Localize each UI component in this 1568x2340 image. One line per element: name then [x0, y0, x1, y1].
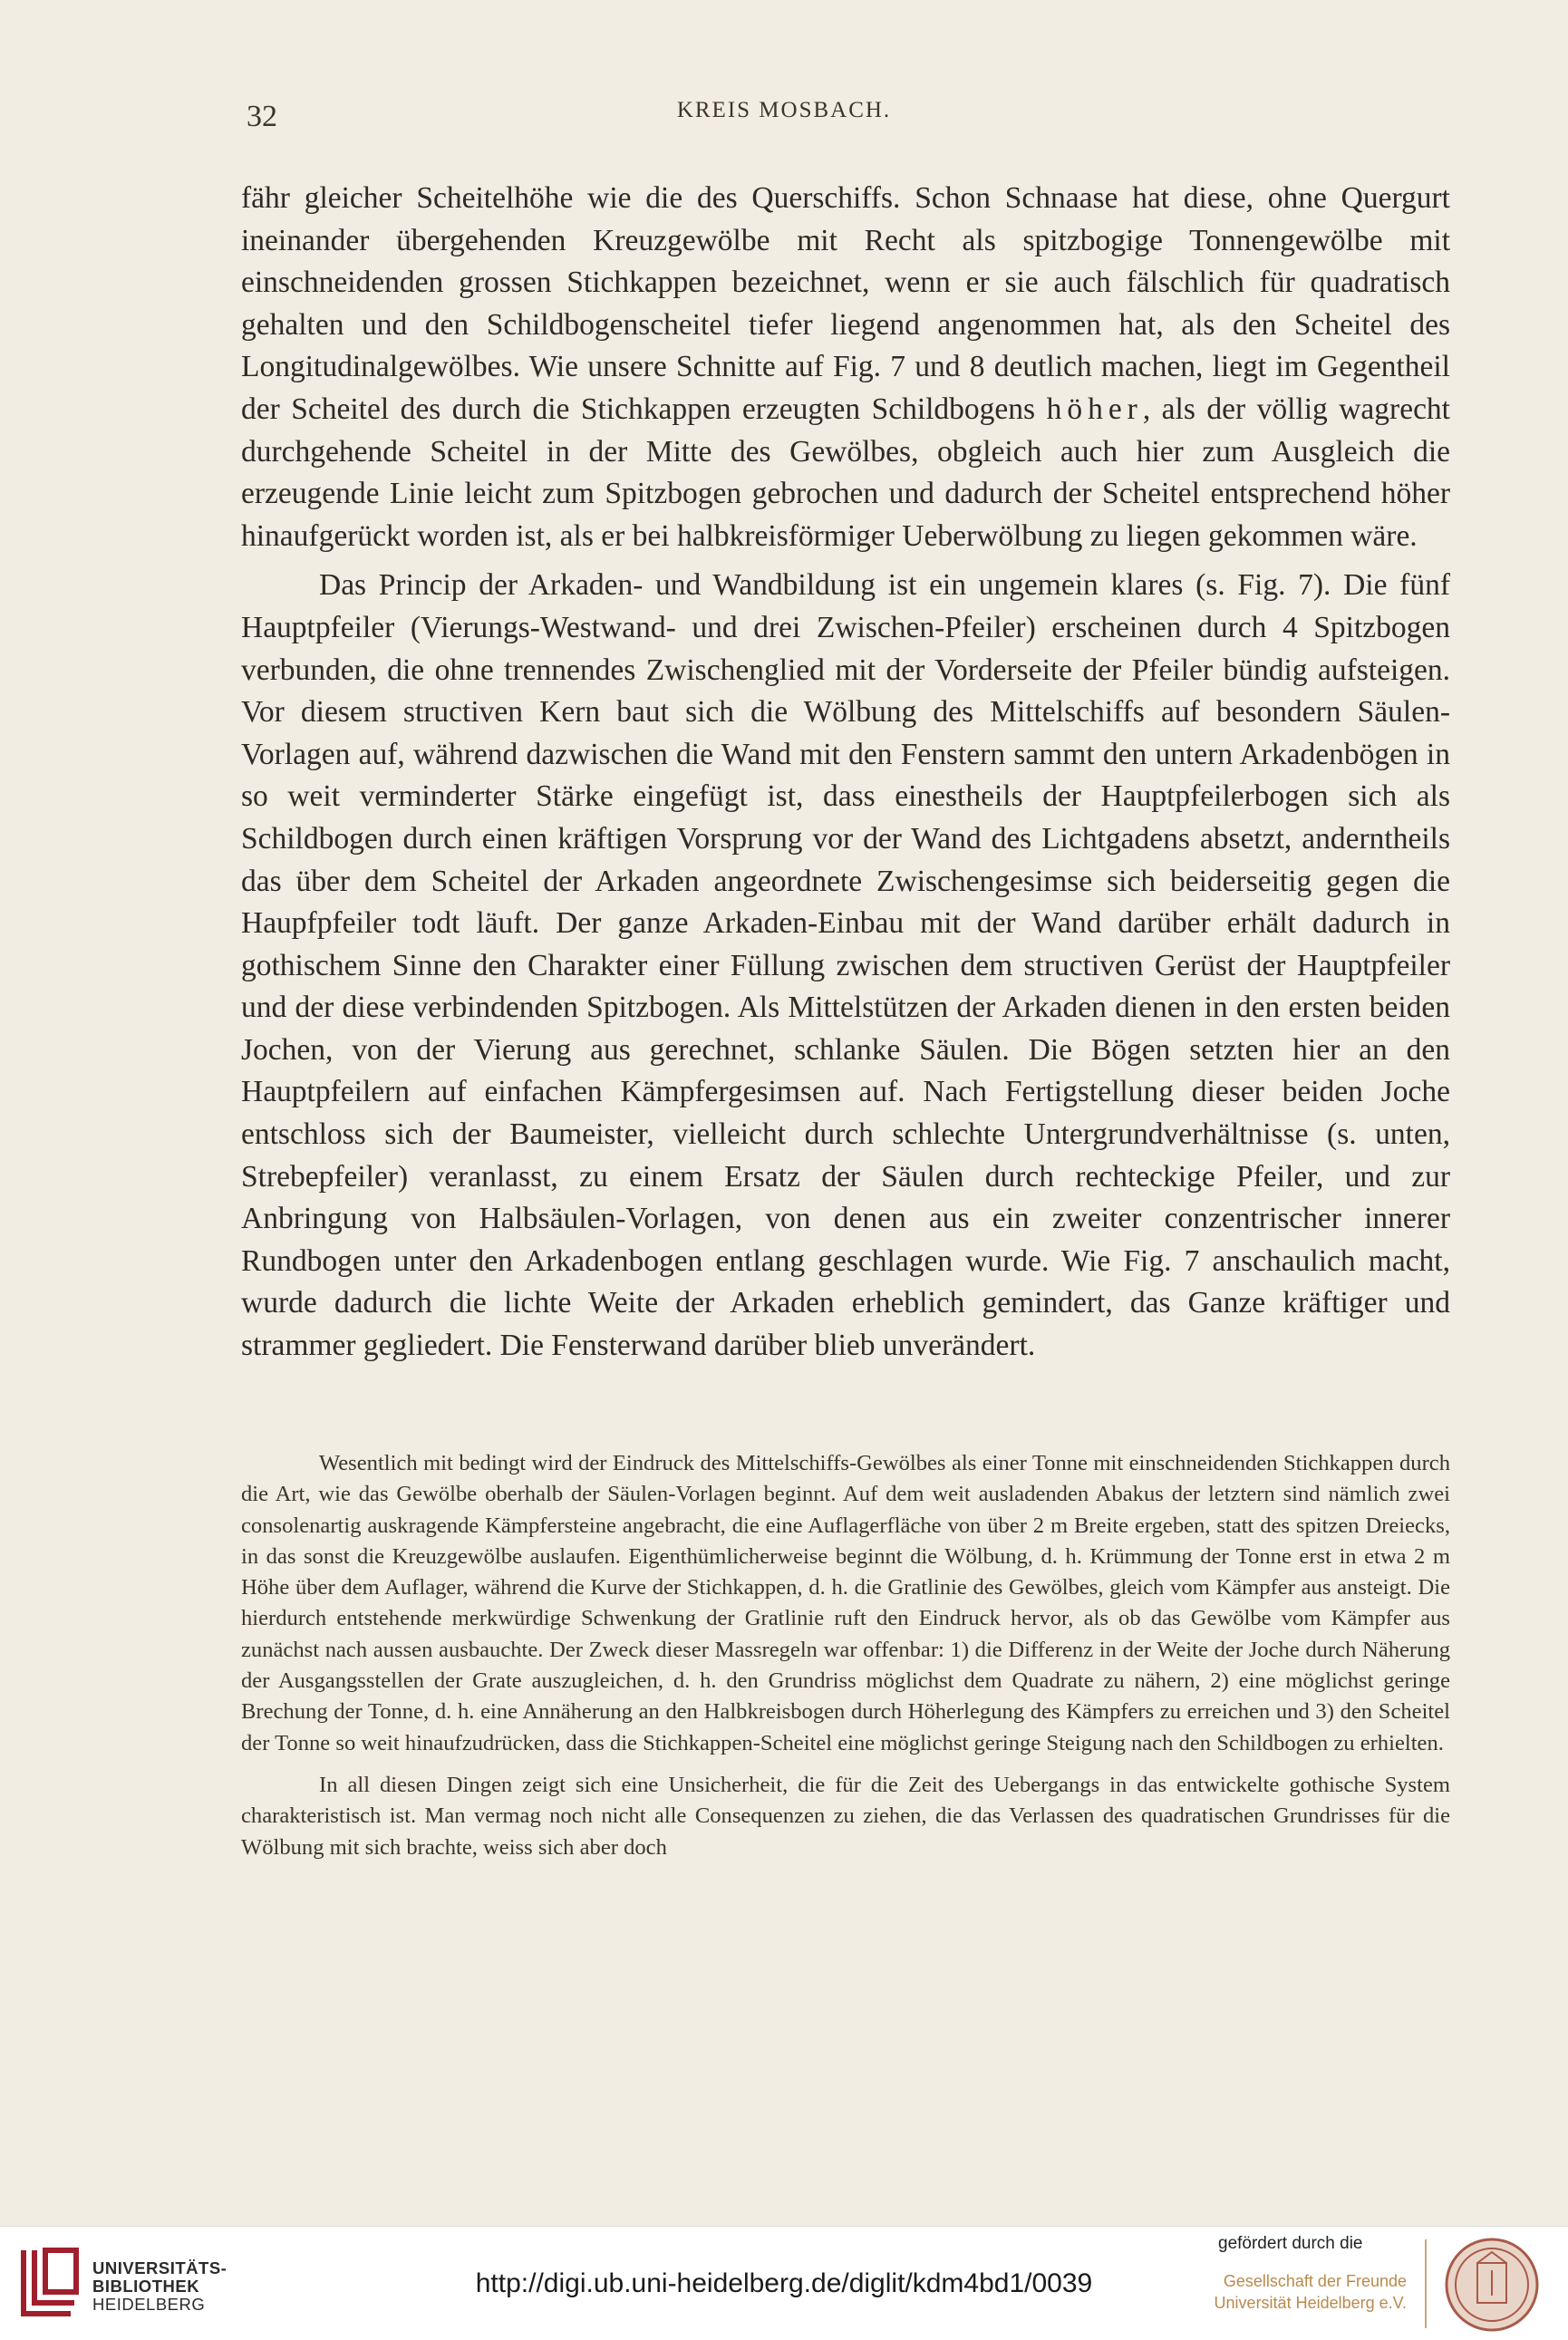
sponsor-caption: gefördert durch die — [1218, 2234, 1363, 2253]
library-name-line-2: BIBLIOTHEK — [92, 2277, 200, 2296]
note-paragraph-2: In all diesen Dingen zeigt sich eine Unsicherheit, die für die Zeit des Uebergangs in das entwickelte gothische System charakteristisch ist. Man vermag noch nicht alle Consequenzen zu ziehen, die das Verlassen des quadratischen Grundrisses für die Wölbung mit sich brachte, weiss sich aber doch — [241, 1772, 1450, 1860]
paragraph-1-end: , als der völlig wagrecht durchgehende Scheitel in der Mitte des Gewölbes, obgleich auch hier zum Ausgleich die erzeugende Linie leicht zum Spitzbogen gebrochen und dadurch der Scheitel entsprechend höher hinaufgerückt worden ist, als er bei halbkreisförmiger Ueberwölbung zu liegen gekommen wäre. — [241, 392, 1450, 553]
paragraph-2: Das Princip der Arkaden- und Wandbildung ist ein ungemein klares (s. Fig. 7). Die fünf Hauptpfeiler (Vierungs-Westwand- und drei Zwischen-Pfeiler) erscheinen durch 4 Spitzbogen verbunden, die ohne trennendes Zwischenglied mit der Vorderseite der Pfeiler bündig aufsteigen. Vor diesem structiven Kern baut sich die Wölbung des Mittelschiffs auf besondern Säulen-Vorlagen auf, während dazwischen die Wand mit den Fenstern sammt den untern Arkadenbögen in so weit verminderter Stärke eingefügt ist, dass einestheils der Hauptpfeilerbogen sich als Schildbogen durch einen kräftigen Vorsprung vor der Wand des Lichtgadens absetzt, anderntheils das über dem Scheitel der Arkaden angeordnete Zwischengesimse sich beiderseitig gegen die Haupfpfeiler todt läuft. Der ganze Arkaden-Einbau mit der Wand darüber erhält dadurch in gothischem Sinne den Charakter einer Füllung zwischen dem structiven Gerüst der Hauptpfeiler und der diese verbindenden Spitzbogen. Als Mittelstützen der Arkaden dienen in den ersten beiden Jochen, von der Vierung aus gerechnet, schlanke Säulen. Die Bögen setzten hier an den Hauptpfeilern auf einfachen Kämpfergesimsen auf. Nach Fertigstellung dieser beiden Joche entschloss sich der Baumeister, vielleicht durch schlechte Untergrundverhältnisse (s. unten, Strebepfeiler) veranlasst, zu einem Ersatz der Säulen durch rechteckige Pfeiler, und zur Anbringung von Halbsäulen-Vorlagen, von denen aus ein zweiter conzentrischer innerer Rundbogen unter den Arkadenbogen entlang geschlagen wurde. Wie Fig. 7 anschaulich macht, wurde dadurch die lichte Weite der Arkaden erheblich gemindert, das Ganze kräftiger und strammer gegliedert. Die Fensterwand darüber blieb unverändert. — [241, 568, 1450, 1363]
library-name-line-3: HEIDELBERG — [92, 2295, 206, 2314]
library-name-line-1: UNIVERSITÄTS- — [92, 2258, 227, 2277]
emphasized-word: höher — [1046, 392, 1143, 426]
university-seal-icon — [1441, 2236, 1543, 2334]
small-print-notes — [241, 1448, 1450, 1863]
viewer-footer — [0, 2226, 1568, 2340]
sponsor-name-line-1: Gesellschaft der Freunde — [1223, 2272, 1407, 2290]
sponsor-name — [1215, 2270, 1407, 2314]
sponsor-divider — [1425, 2239, 1427, 2328]
main-text — [241, 178, 1450, 1368]
running-head — [0, 91, 1568, 136]
note-paragraph-1: Wesentlich mit bedingt wird der Eindruck des Mittelschiffs-Gewölbes als einer Tonne mit einschneidenden Stichkappen durch die Art, wie das Gewölbe oberhalb der Säulen-Vorlagen beginnt. Auf dem weit ausladenden Abakus der letztern sind nämlich zwei consolenartig auskragende Kämpfersteine angebracht, die eine Auflagerfläche von über 2 m Breite ergeben, statt des spitzen Dreiecks, in das sonst die Kreuzgewölbe auslaufen. Eigenthümlicherweise beginnt die Wölbung, d. h. Krümmung der Tonne erst in etwa 2 m Höhe über dem Auflager, während die Kurve der Stichkappen, d. h. die Gratlinie des Gewölbes, gleich vom Kämpfer aus ansteigt. Die hierdurch entstehende merkwürdige Schwenkung der Gratlinie ruft den Eindruck hervor, als ob das Gewölbe vom Kämpfer aus zunächst nach aussen ausbauchte. Der Zweck dieser Massregeln war offenbar: 1) die Differenz in der Weite der Joche durch Näherung der Ausgangsstellen der Grate auszugleichen, d. h. den Grundriss möglichst dem Quadrate zu nähern, 2) eine möglichst geringe Brechung der Tonne, d. h. eine Annäherung an den Halbkreisbogen durch Höherlegung des Kämpfers zu erreichen und 3) den Scheitel der Tonne so weit hinaufzudrücken, dass die Stichkappen-Scheitel eine möglichst geringe Steigung nach den Schildbogen zu erhielten. — [241, 1451, 1450, 1755]
document-url-link[interactable]: http://digi.ub.uni-heidelberg.de/diglit/kdm4bd1/0039 — [475, 2268, 1093, 2298]
sponsor-name-line-2: Universität Heidelberg e.V. — [1214, 2294, 1407, 2312]
paragraph-1-text: fähr gleicher Scheitelhöhe wie die des Querschiffs. Schon Schnaase hat diese, ohne Quergurt ineinander übergehenden Kreuzgewölbe mit Recht als spitzbogige Tonnengewölbe mit einschneidenden grossen Stichkappen bezeichnet, wenn er sie auch fälschlich für quadratisch gehalten und den Schildbogenscheitel tiefer liegend angenommen hat, als den Scheitel des Longitudinalgewölbes. Wie unsere Schnitte auf Fig. 7 und 8 deutlich machen, liegt im Gegentheil der Scheitel des durch die Stichkappen erzeugten Schildbogens — [241, 181, 1450, 426]
page-number: 32 — [247, 100, 277, 133]
running-title: KREIS MOSBACH. — [676, 98, 892, 122]
paragraph-1 — [241, 178, 1450, 557]
